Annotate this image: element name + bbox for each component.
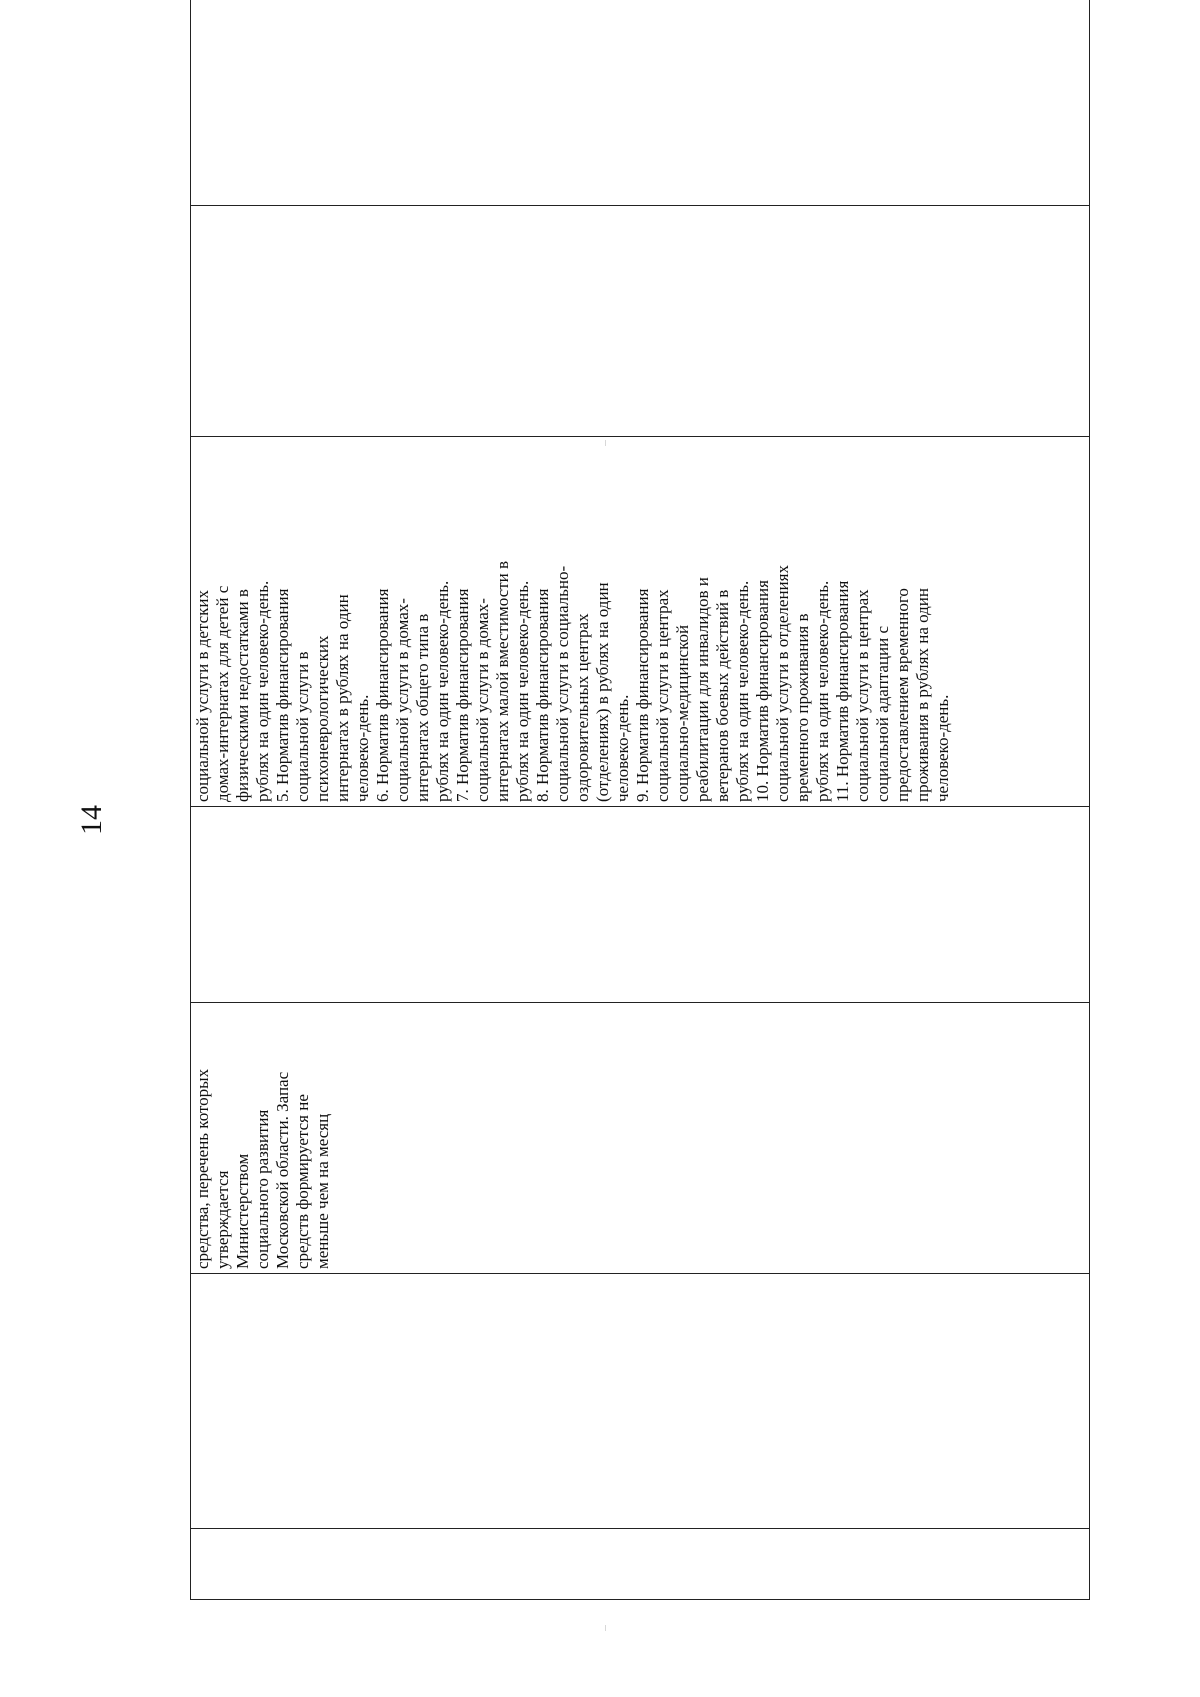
table-cell-6 <box>191 206 1090 437</box>
table-cell-3: средства, перечень которых утверждается Министерством социального развития Московской области. Запас средств формируется не меньше чем на месяц <box>191 1003 1090 1274</box>
table-cell-1 <box>191 1529 1090 1600</box>
rotated-table-container <box>190 45 1090 1600</box>
document-table <box>190 0 1090 1600</box>
table-cell-5: социальной услуги в детских домах-интернатах для детей с физическими недостатками в рублях на один человеко-день. 5. Норматив финансирования социальной услуги в психоневрологических интернатах в рублях на один человеко-день. 6. Норматив финансирования социальной услуги в домах- интернатах общего типа в рублях на один человеко-день. 7. Норматив финансирования социальной услуги в домах- интернатах малой вместимости в рублях на один человеко-день. 8. Норматив финансирования социальной услуги в социально- оздоровительных центрах (отделениях) в рублях на один человеко-день. 9. Норматив финансирования социальной услуги в центрах социально-медицинской реабилитации для инвалидов и ветеранов боевых действий в рублях на один человеко-день. 10. Норматив финансирования социальной услуги в отделениях временного проживания в рублях на один человеко-день. 11. Норматив финансирования социальной услуги в центрах социальной адаптации с предоставлением временного проживания в рублях на один человеко-день. <box>191 437 1090 807</box>
table-cell-7 <box>191 0 1090 206</box>
page-number: 14 <box>75 805 108 835</box>
scan-mark-bottom <box>605 1625 606 1631</box>
table-cell-2 <box>191 1274 1090 1529</box>
table-row <box>191 0 1090 1600</box>
table-cell-4 <box>191 807 1090 1003</box>
